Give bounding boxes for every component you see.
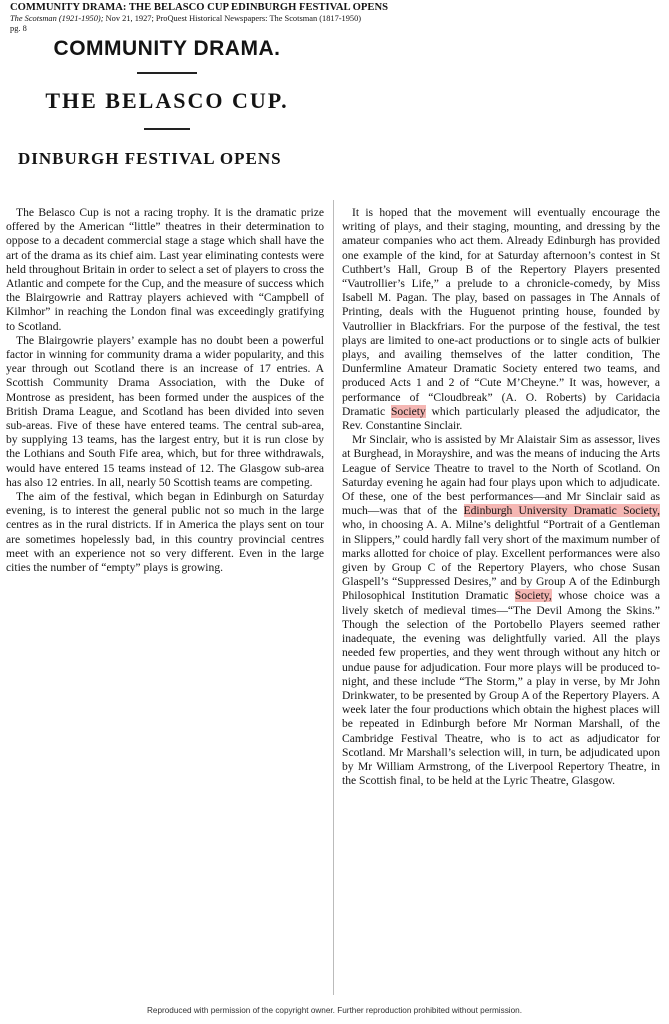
citation [10,14,660,24]
headline-belasco-cup: THE BELASCO CUP. [45,88,289,113]
copyright-notice: Reproduced with permission of the copyright owner. Further reproduction prohibited without permission. [147,1006,522,1015]
paragraph: The Belasco Cup is not a racing trophy. It is the dramatic prize offered by the American “little” theatres in their determination to oppose to a decadent commercial stage a stage which shall have the art of the drama as its chief aim. Last year eliminating contests were held throughout Britain in order to select a set of players to cross the Atlantic and compete for the Cup, and the measure of success which the Blairgowrie and Rattray players achieved with “Campbell of Kilmhor” in reaching the London final was exceedingly gratifying to Scotland. [6,206,324,333]
paragraph [342,433,660,788]
column-divider [333,200,334,995]
search-highlight: Society, [514,589,552,603]
paragraph [342,206,660,433]
page-number: pg. 8 [10,24,27,33]
article-headings [8,32,326,170]
paragraph-text: who, in choosing A. A. Milne’s delightful “Portrait of a Gentleman in Slippers,” could hardly fall very short of the maximum number of marks allotted for choice of play. Excellent performances were also given by Group C of the Repertory Players, who chose Susan Glaspell’s “Suppressed Desires,” and by Group A of the Edinburgh Philosophical Institution Dramatic [342,518,660,603]
paragraph: The Blairgowrie players’ example has no doubt been a powerful factor in winning for community drama a wider popularity, and this year through out Scotland there is an increase of 17 entries. A Scottish Community Drama Association, with the Duke of Montrose as president, has been formed under the auspices of the British Drama League, and Scotland has been divided into seven sub-areas. Five of these have entered teams. The central sub-area, by supplying 13 teams, has the largest entry, but it is run close by the Lothians and South Fife area, which, but for three withdrawals, would have entered 15 teams instead of 12. The Glasgow sub-area has also 12 entries. In all, nearly 50 Scottish teams are competing. [6,333,324,489]
citation-publication: The Scotsman (1921-1950); [10,14,104,23]
search-highlight: Edinburgh University Dramatic Society, [463,504,660,518]
headline-community-drama: COMMUNITY DRAMA. [53,37,281,60]
paragraph-text: whose choice was a lively sketch of medieval times—“The Devil Among the Skins.” Though the selection of the Portobello Players seemed rather inadequate, the evening was delightfully varied. All the plays needed few properties, and they went through without any hitch or undue pause for adjudication. Four more plays will be produced to-night, and these include “The Storm,” a play in verse, by Mr John Drinkwater, to be presented by Group A of the Repertory Players. A week later the four productions which obtain the highest places will be repeated in Edinburgh before Mr Norman Marshall, of the Cambridge Festival Theatre, who is to act as adjudicator for Scotland. Mr Marshall’s selection will, in turn, be adjudicated upon by Mr William Armstrong, of the Liverpool Repertory Theatre, in the Scottish final, to be held at the Lyric Theatre, Glasgow. [342,589,661,788]
document-header [10,2,660,34]
headline-rule [144,128,190,130]
search-highlight: Society [390,404,426,418]
left-column [6,206,324,575]
paragraph-text: Mr Sinclair, who is assisted by Mr Alaistair Sim as assessor, lives at Burghead, in Morayshire, and was the means of inducing the Arts League of Service Theatre to travel to the North of Scotland. On Saturday evening he again had four plays upon which to adjudicate. Of these, one of the best performances—and Mr Sinclair said as much—was that of the [342,433,660,518]
headline-festival-opens: DINBURGH FESTIVAL OPENS [18,149,282,168]
paragraph-text: It is hoped that the movement will eventually encourage the writing of plays, and their staging, mounting, and dressing by the amateur companies who act them. Already Edinburgh has provided one example of the kind, for at Saturday afternoon’s contest in St Cuthbert’s Hall, Group B of the Repertory Players presented “Vautrollier’s Life,” a prelude to a chronicle-comedy, by Miss Isabell M. Pagan. The play, based on passages in The Annals of Printing, deals with the Huguenot printing house, founded by Vautrollier in Blackfriars. For the purpose of the festival, the test plays are limited to one-act productions or to single acts of bulkier plays, and availing themselves of the latter condition, The Dunfermline Amateur Dramatic Society entered two teams, and produced Acts 1 and 2 of “Cute M’Cheyne.” It was, however, a performance of “Cloudbreak” (A. O. Roberts) by Caridacia Dramatic [342,206,660,418]
paragraph-text: which particularly pleased the adjudicator, the Rev. Constantine Sinclair. [342,404,661,433]
right-column [342,206,660,788]
document-title: COMMUNITY DRAMA: THE BELASCO CUP EDINBURGH FESTIVAL OPENS [10,2,388,13]
paragraph: The aim of the festival, which began in Edinburgh on Saturday evening, is to interest the general public not so much in the large centres as in the rural districts. If in America the plays sent on tour are sometimes hopelessly bad, in this country provincial centres meet with an experience not so very different. Even in the large cities the number of “empty” plays is growing. [6,490,324,575]
citation-details: Nov 21, 1927; ProQuest Historical Newspapers: The Scotsman (1817-1950) [105,14,362,23]
headline-rule [137,72,197,74]
